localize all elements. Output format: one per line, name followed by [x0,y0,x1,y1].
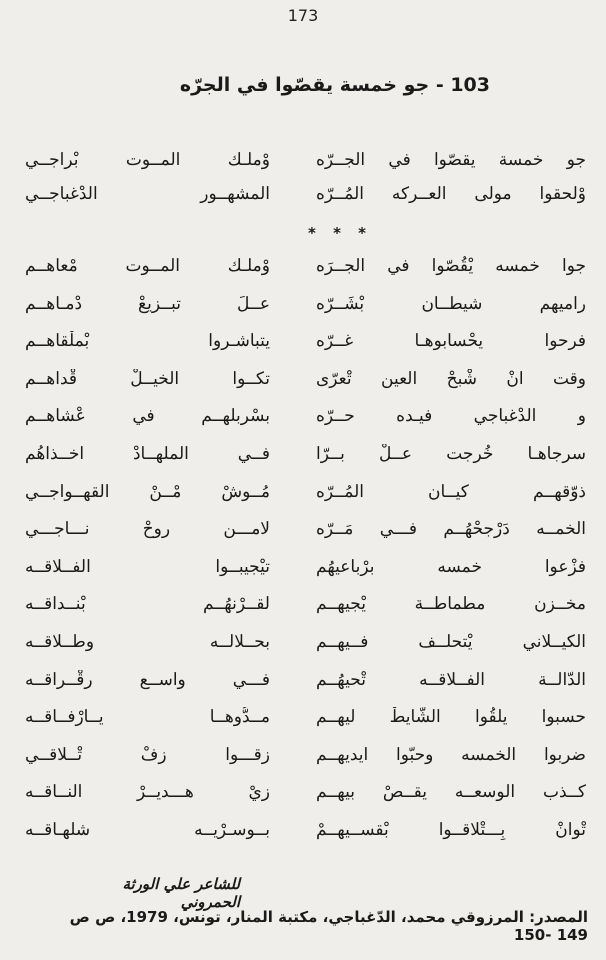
couplet-line [0,482,606,514]
hemistich-left: زيْ هـــديــرْ النــاقــه [25,782,270,803]
couplet-line [0,632,606,664]
couplet-line [0,745,606,777]
hemistich-left: زقـــوا زفْ تْــلاقــي [25,744,270,765]
hemistich-left: مُــوشْ مْــنْ القهــواجــي [25,481,270,502]
hemistich-left: بــوسـرْيــه شلهـاقــه [25,820,270,840]
couplet-line [0,406,606,438]
couplet-line [0,820,606,852]
couplet-line [0,519,606,551]
couplet-line [0,782,606,814]
couplet-line [0,707,606,739]
hemistich-left: مــدُّوهــا يــارْفــاقــه [25,707,270,728]
couplet-line [0,294,606,326]
hemistich-left: فــي الملهــادْ اخــذاهُم [25,444,270,464]
hemistich-right: جو خمسة يقصّوا في الجــرّه [316,150,586,170]
hemistich-left: بحــلالــه وطــلاقــه [25,632,270,652]
hemistich-right: كــذب الوسعــه يقــصْ بيهــم [316,782,586,803]
hemistich-right: تْوانْ بِـــتْلاقــوا بْقســيهــمْ [316,820,586,840]
hemistich-left: وْملـك المــوت مْعاهــم [25,256,270,276]
stars-separator: * * * [308,224,372,242]
hemistich-right: راميهم شيطــان بْشَــرّه [316,293,586,314]
source-citation: المصدر: المرزوقي محمد، الدّغباجي، مكتبة المنار، تونس، 1979، ص ص 149 -150 [69,908,588,944]
page-number: 173 [287,6,319,25]
hemistich-left: لامـــن روحْ نـــاجـــي [25,519,270,540]
hemistich-left: لقــرْنهُــم بْنــداقــه [25,594,270,615]
couplet-line [0,256,606,288]
couplet-line [0,331,606,363]
hemistich-right: و الدْغباجي فيـده حــرّه [316,406,586,427]
couplet-line [0,670,606,702]
hemistich-right: سرجاهـا خُرجت عــلْ بــرّا [316,444,586,464]
hemistich-left: تيْجيبــوا الفــلاقــه [25,556,270,577]
hemistich-left: وْملـك المــوت بْراجــي [25,150,270,170]
hemistich-left: بسْربلهــم في عْشاهــم [25,406,270,427]
hemistich-right: وْلحقوا مولى العــركه المُــرّه [316,184,586,204]
hemistich-right: الكيــلاني يْتحلــف فــيهــم [316,632,586,652]
hemistich-right: ذوّقهــم كيــان المُــرّه [316,481,586,502]
hemistich-right: ضربوا الخمسه وحبّوا ايديهــم [316,744,586,765]
couplet-line [0,594,606,626]
couplet-line [0,150,606,182]
hemistich-right: فزْعوا خمسه برْباعيهُم [316,556,586,577]
poet-credit: للشاعر علي الورثة الحمروني [122,875,240,911]
hemistich-right: مخــزن مطماطــة يْجيهــم [316,594,586,615]
hemistich-right: الدّالــة الفــلاقــه تْحيهُــم [316,669,586,690]
hemistich-left: المشهــور الدْغباجــي [25,184,270,204]
couplet-line [0,184,606,216]
hemistich-left: تكــوا الخيــلْ قْداهــم [25,368,270,389]
couplet-line [0,557,606,589]
hemistich-right: جوا خمسه يْقُصّوا في الجــرَه [316,256,586,276]
hemistich-right: الخمــه دَرْجحْهُــم فـــي مَــرّه [316,519,586,540]
hemistich-left: فـــي واســع رقْــراقــه [25,669,270,690]
hemistich-right: وقت انْ شْبحْ العين تْعرّى [316,368,586,389]
couplet-line [0,369,606,401]
hemistich-right: فرحوا يحْسابوهـا غــرّه [316,331,586,352]
couplet-line [0,444,606,476]
page-title: 103 - جو خمسة يقصّوا في الجرّه [179,74,490,96]
hemistich-left: عــلَ تبــزيعْ دْمـاهــم [25,293,270,314]
hemistich-right: حسبوا يلقُوا الشّايطْ ليهــم [316,707,586,728]
hemistich-left: يتباشـروا بْملْقاهــم [25,331,270,352]
